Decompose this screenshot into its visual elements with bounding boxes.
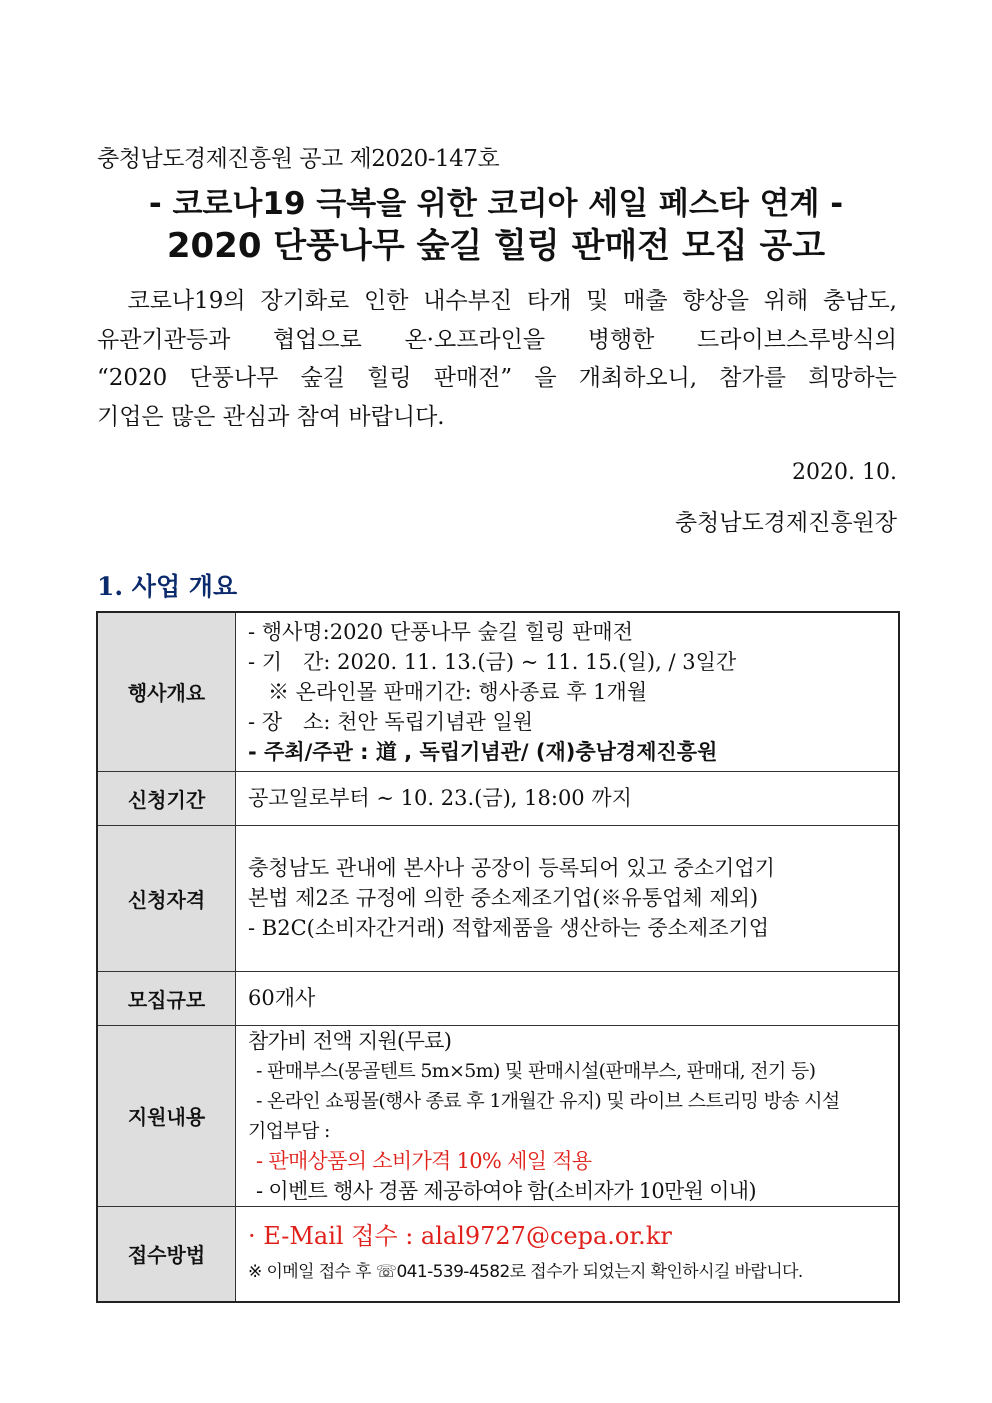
section-heading: 1. 사업 개요: [97, 572, 238, 601]
issuing-organization: 충청남도경제진흥원장: [674, 510, 897, 536]
row-label-application-period: 신청기간: [97, 771, 236, 825]
announcement-title: 2020 단풍나무 숲길 힐링 판매전 모집 공고: [166, 226, 826, 266]
content-line: 참가비 전액 지원(무료): [248, 1028, 452, 1053]
content-line: - 이벤트 행사 경품 제공하여야 함(소비자가 10만원 이내): [256, 1178, 756, 1203]
business-overview-table: [96, 611, 900, 1303]
row-content-support: [236, 1025, 900, 1206]
intro-line: 유관기관등과 협업으로 온·오프라인을 병행한 드라이브스루방식의: [97, 326, 897, 353]
content-line: - 온라인 쇼핑몰(행사 종료 후 1개월간 유지) 및 라이브 스트리밍 방송 시설: [256, 1089, 840, 1112]
content-line: 공고일로부터 ∼ 10. 23.(금), 18:00 까지: [248, 786, 632, 810]
content-line: - 행사명:2020 단풍나무 숲길 힐링 판매전: [248, 619, 633, 644]
row-content-application-period: [236, 771, 900, 825]
table-row: [97, 971, 899, 1025]
table-row: [97, 612, 899, 771]
email-submission-line: · E-Mail 접수 : alal9727@cepa.or.kr: [248, 1221, 672, 1250]
table-row: [97, 825, 899, 971]
announcement-date: 2020. 10.: [792, 460, 897, 485]
content-line: - 기 간: 2020. 11. 13.(금) ~ 11. 15.(일), / 3일간: [248, 649, 737, 674]
row-content-eligibility: [236, 825, 900, 971]
content-line: 충청남도 관내에 본사나 공장이 등록되어 있고 중소기업기: [248, 856, 775, 880]
content-line: - 판매부스(몽골텐트 5m×5m) 및 판매시설(판매부스, 판매대, 전기 등): [256, 1059, 816, 1082]
table-row: [97, 1206, 899, 1302]
row-label-support: 지원내용: [97, 1025, 236, 1206]
table-row: [97, 1025, 899, 1206]
row-content-recruitment-size: [236, 971, 900, 1025]
row-content-submission-method: [236, 1206, 900, 1302]
row-label-submission-method: 접수방법: [97, 1206, 236, 1302]
content-line: - 주최/주관 : 道 , 독립기념관/ (재)충남경제진흥원: [248, 739, 718, 764]
row-label-recruitment-size: 모집규모: [97, 971, 236, 1025]
highlight-line: - 판매상품의 소비가격 10% 세일 적용: [256, 1148, 592, 1173]
row-label-eligibility: 신청자격: [97, 825, 236, 971]
intro-line: 기업은 많은 관심과 참여 바랍니다.: [97, 403, 445, 430]
content-line: 60개사: [248, 986, 316, 1010]
row-content-event-overview: [236, 612, 900, 771]
content-line: 기업부담 :: [248, 1119, 330, 1142]
notice-number: 충청남도경제진흥원 공고 제2020-147호: [97, 146, 500, 172]
announcement-subtitle: - 코로나19 극복을 위한 코리아 세일 페스타 연계 -: [148, 186, 844, 222]
intro-line: “2020 단풍나무 숲길 힐링 판매전” 을 개최하오니, 참가를 희망하는: [97, 365, 897, 391]
intro-line: 코로나19의 장기화로 인한 내수부진 타개 및 매출 향상을 위해 충남도,: [97, 288, 897, 314]
content-line: 본법 제2조 규정에 의한 중소제조기업(※유통업체 제외): [248, 886, 759, 910]
table-row: [97, 771, 899, 825]
intro-paragraph: [97, 282, 897, 436]
row-label-event-overview: 행사개요: [97, 612, 236, 771]
content-line: ※ 온라인몰 판매기간: 행사종료 후 1개월: [268, 679, 648, 704]
content-line: - 장 소: 천안 독립기념관 일원: [248, 709, 534, 734]
submission-note: ※ 이메일 접수 후 ☏041-539-4582로 접수가 되었는지 확인하시길 바랍니다.: [248, 1261, 803, 1282]
content-line: - B2C(소비자간거래) 적합제품을 생산하는 중소제조기업: [248, 916, 770, 940]
